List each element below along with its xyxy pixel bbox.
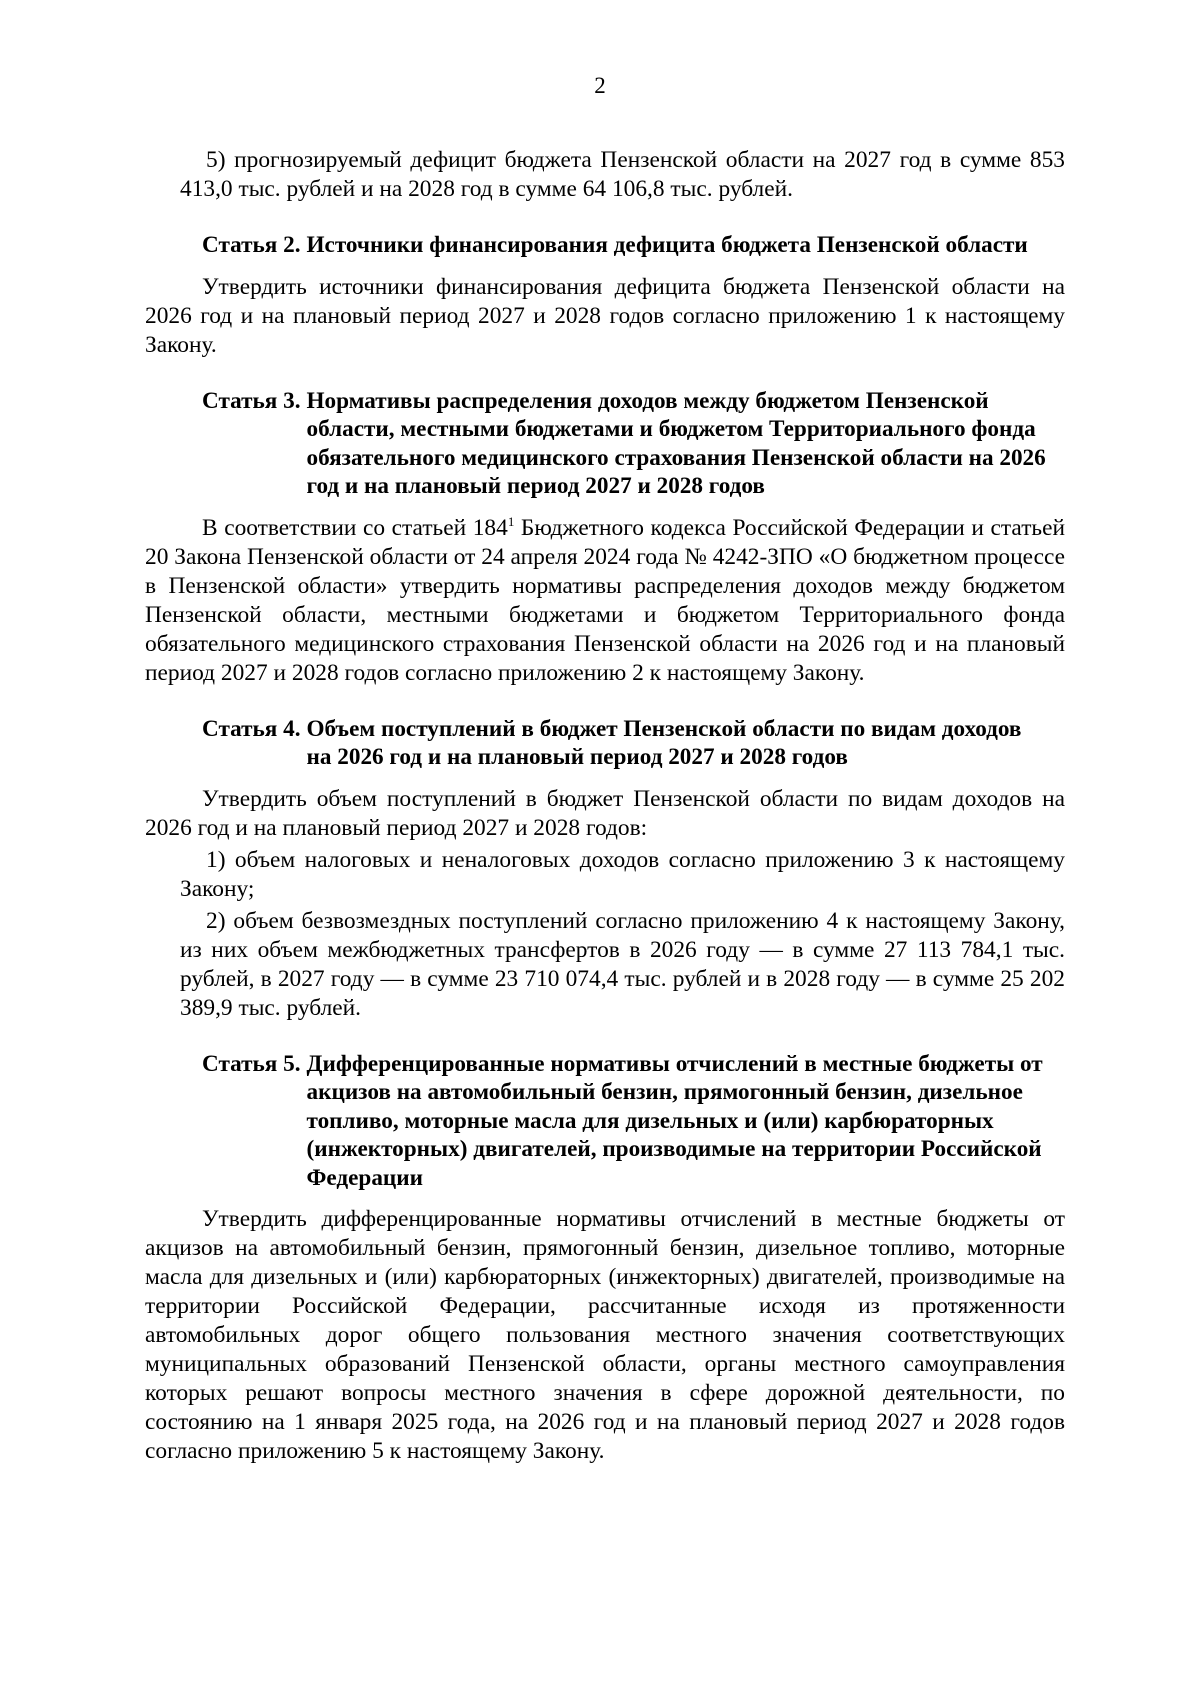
article-4-number: Статья 4. bbox=[202, 715, 301, 742]
article-3-text-part1: В соответствии со статьей 184 bbox=[202, 514, 508, 541]
article-4-item-1: 1) объем налоговых и неналоговых доходов согласно приложению 3 к настоящему Закону; bbox=[180, 846, 1065, 902]
article-3-number: Статья 3. bbox=[202, 387, 301, 414]
article-4-title: Объем поступлений в бюджет Пензенской области по видам доходов на 2026 год и на плановый период 2027 и 2028 годов bbox=[306, 715, 1022, 770]
article-2-text: Утвердить источники финансирования дефицита бюджета Пензенской области на 2026 год и на плановый период 2027 и 2028 годов согласно приложению 1 к настоящему Закону. bbox=[145, 273, 1065, 358]
article-4-item-2: 2) объем безвозмездных поступлений согласно приложению 4 к настоящему Закону, из них объем межбюджетных трансфертов в 2026 году — в сумме 27 113 784,1 тыс. рублей, в 2027 году — в сумме 23 710 074,4 тыс. рублей и в 2028 году — в сумме 25 202 389,9 тыс. рублей. bbox=[180, 907, 1065, 1021]
article-4-heading bbox=[202, 715, 1065, 772]
article-3-heading bbox=[202, 387, 1065, 501]
article-3-text bbox=[145, 514, 1065, 688]
article-3-text-part2: Бюджетного кодекса Российской Федерации и статьей 20 Закона Пензенской области от 24 апреля 2024 года № 4242-ЗПО «О бюджетном процессе в Пензенской области» утвердить нормативы распределения доходов между бюджетом Пензенской области, местными бюджетами и бюджетом Территориального фонда обязательного медицинского страхования Пензенской области на 2026 год и на плановый период 2027 и 2028 годов согласно приложению 2 к настоящему Закону. bbox=[145, 514, 1065, 686]
item-5-deficit: 5) прогнозируемый дефицит бюджета Пензенской области на 2027 год в сумме 853 413,0 тыс. рублей и на 2028 год в сумме 64 106,8 тыс. рублей. bbox=[180, 147, 1065, 202]
article-4-text: Утвердить объем поступлений в бюджет Пензенской области по видам доходов на 2026 год и на плановый период 2027 и 2028 годов: bbox=[145, 785, 1065, 841]
article-5-number: Статья 5. bbox=[202, 1050, 301, 1077]
article-5-title: Дифференцированные нормативы отчислений в местные бюджеты от акцизов на автомобильный бензин, прямогонный бензин, дизельное топливо, моторные масла для дизельных и (или) карбюраторных (инжекторных) двигателей, производимые на территории Российской Федерации bbox=[306, 1050, 1043, 1191]
article-3-title: Нормативы распределения доходов между бюджетом Пензенской области, местными бюджетами и бюджетом Территориального фонда обязательного медицинского страхования Пензенской области на 2026 год и на плановый период 2027 и 2028 годов bbox=[306, 387, 1046, 499]
page-number: 2 bbox=[594, 73, 606, 98]
article-5-text: Утвердить дифференцированные нормативы отчислений в местные бюджеты от акцизов на автомобильный бензин, прямогонный бензин, дизельное топливо, моторные масла для дизельных и (или) карбюраторных (инжекторных) двигателей, производимые на территории Российской Федерации, рассчитанные исходя из протяженности автомобильных дорог общего пользования местного значения соответствующих муниципальных образований Пензенской области, органы местного самоуправления которых решают вопросы местного значения в сфере дорожной деятельности, по состоянию на 1 января 2025 года, на 2026 год и на плановый период 2027 и 2028 годов согласно приложению 5 к настоящему Закону. bbox=[145, 1206, 1065, 1464]
article-2-number: Статья 2. bbox=[202, 232, 301, 258]
article-2-heading bbox=[202, 231, 1065, 260]
article-5-heading bbox=[202, 1050, 1065, 1193]
document-body bbox=[145, 146, 1065, 1466]
article-2-title: Источники финансирования дефицита бюджета Пензенской области bbox=[306, 232, 1028, 258]
article-3-superscript: 1 bbox=[507, 513, 515, 529]
